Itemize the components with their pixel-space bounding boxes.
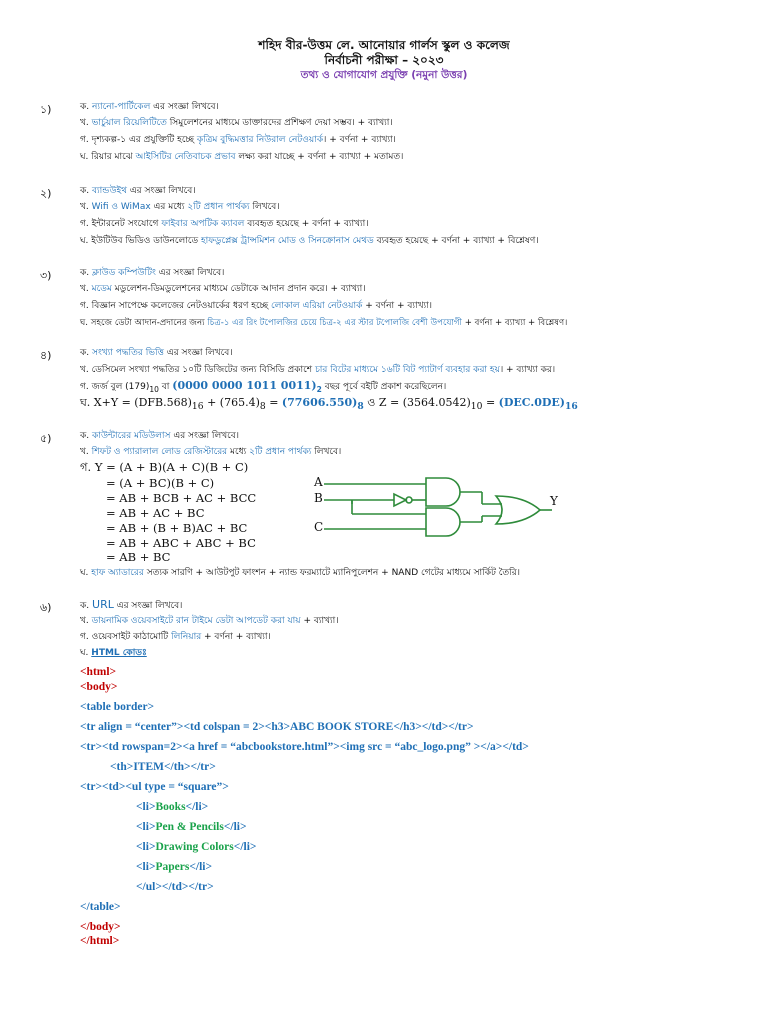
equation-line-2: = (A + BC)(B + C)	[106, 476, 215, 490]
q1-line-c: গ. দৃশ্যকল্প-১ এর প্রযুক্তিটি হচ্ছে কৃত্রিম বুদ্ধিমত্তার নিউরাল নেটওয়ার্ক। + বর্ণনা + ব্যাখ্যা।	[80, 135, 396, 145]
q1-line-b: খ. ভার্চুয়াল রিয়েলিটিতে সিমুলেশনের মাধ্যমে ডাক্তারদের প্রশিক্ষণ দেয়া সম্ভব। + ব্যাখ্যা।	[80, 118, 393, 128]
document-header	[0, 38, 768, 83]
gate-label-y: Y	[550, 494, 558, 508]
q6-line-d: ঘ. HTML কোডঃ	[80, 648, 147, 658]
code-li-pen: <li>Pen & Pencils</li>	[136, 821, 247, 833]
equation-line-6: = AB + ABC + ABC + BC	[106, 536, 256, 550]
question-number: ৫)	[40, 432, 52, 445]
q6-line-a: ক. URL এর সংজ্ঞা লিখবে।	[80, 598, 183, 611]
code-tr-3: <tr><td><ul type = “square”>	[80, 781, 229, 793]
equation-line-7: = AB + BC	[106, 550, 171, 564]
q3-line-b: খ. মডেম মডুলেশন-ডিমডুলেশনের মাধ্যমে ডেটাকে আদান প্রদান করে। + ব্যাখ্যা।	[80, 284, 366, 294]
q6-line-b: খ. ডায়নামিক ওয়েবসাইটে রান টাইমে ডেটা আপডেট করা যায় + ব্যাখ্যা।	[80, 616, 339, 626]
code-body-close: </body>	[80, 921, 121, 933]
q3-line-d: ঘ. সহজে ডেটা আদান-প্রদানের জন্য চিত্র-১ এর রিং টপোলজির চেয়ে চিত্র-২ এর স্টার টপোলজি বেশী উপযোগী + বর্ণনা + ব্যাখ্যা + বিশ্লেষণ।	[80, 318, 568, 328]
question-number: ১)	[40, 103, 52, 116]
q2-line-a: ক. ব্যান্ডউইথ এর সংজ্ঞা লিখবে।	[80, 186, 196, 196]
code-body-open: <body>	[80, 681, 118, 693]
code-html-open: <html>	[80, 666, 117, 678]
logic-gate-diagram	[312, 474, 572, 544]
question-number: ৪)	[40, 349, 52, 362]
gate-label-b: B	[314, 491, 323, 505]
gate-label-c: C	[314, 520, 324, 534]
gate-label-a: A	[314, 475, 323, 489]
code-table-open: <table border>	[80, 701, 155, 713]
q2-line-d: ঘ. ইউটিউব ভিডিও ডাউনলোডে হাফডুপ্লেক্স ট্রান্সমিশন মোড ও সিনক্রোনাস মেথড ব্যবহৃত হয়েছে + বর্ণনা + ব্যাখ্যা + বিশ্লেষণ।	[80, 236, 539, 246]
q2-line-b: খ. Wifi ও WiMax এর মধ্যে ২টি প্রধান পার্থক্য লিখবে।	[80, 202, 280, 212]
equation-line-4: = AB + AC + BC	[106, 506, 205, 520]
q2-line-c: গ. ইন্টারনেট সংযোগে ফাইবার অপটিক ক্যাবল ব্যবহৃত হয়েছে + বর্ণনা + ব্যাখ্যা।	[80, 219, 369, 229]
q4-line-c: গ. জর্জ বুল $(179)_{10}$ বা (0000 0000 1011 $0011)_2$ বছর পূর্বে বইটি প্রকাশ করেছিলেন।	[80, 379, 447, 394]
code-html-close: </html>	[80, 935, 120, 947]
question-number: ২)	[40, 187, 52, 200]
code-tr-2: <tr><td rowspan=2><a href = “abcbookstore.html”><img src = “abc_logo.png” ></a></td>	[80, 741, 529, 753]
q4-line-d: ঘ. $X+Y = (DFB.568)_{16} + (765.4)_8 = (77606.550)_8$ ও $Z = (3564.0542)_{10} = (DEC.0DE)_{16}$	[80, 396, 578, 413]
exam-name: নির্বাচনী পরীক্ষা – ২০২৩	[324, 53, 444, 67]
code-table-close: </table>	[80, 901, 121, 913]
q3-line-c: গ. বিজ্ঞান সাপেক্ষে কলেজের নেটওয়ার্কের ধরণ হচ্ছে লোকাল এরিয়া নেটওয়ার্ক + বর্ণনা + ব্যাখ্যা।	[80, 301, 432, 311]
school-name: শহিদ বীর-উত্তম লে. আনোয়ার গার্লস স্কুল ও কলেজ	[258, 38, 510, 52]
q5-line-d: ঘ. হাফ অ্যাডারের সত্যক সারণি + আউটপুট ফাংশন + ন্যান্ড ফরম্যাটে ম্যানিপুলেশন + NAND গেটের মাধ্যমে সার্কিট তৈরি।	[80, 568, 520, 578]
equation-line-5: = AB + (B + B)AC + BC	[106, 521, 248, 535]
q6-line-c: গ. ওয়েবসাইট কাঠামোটি লিনিয়ার + বর্ণনা + ব্যাখ্যা।	[80, 632, 271, 642]
code-ul-close: </ul></td></tr>	[136, 881, 214, 893]
q3-line-a: ক. ক্লাউড কম্পিউটিং এর সংজ্ঞা লিখবে।	[80, 268, 225, 278]
question-number: ৩)	[40, 269, 52, 282]
q4-line-a: ক. সংখ্যা পদ্ধতির ভিত্তি এর সংজ্ঞা লিখবে।	[80, 348, 233, 358]
q4-line-b: খ. ডেসিমেল সংখ্যা পদ্ধতির ১০টি ডিজিটের জন্য বিসিডি প্রকাশে চার বিটের মাধ্যমে ১৬টি বিট প্যাটার্ণ ব্যবহার করা হয়। + ব্যাখ্যা কর।	[80, 365, 556, 375]
equation-line-1: গ. Y = (A + B)(A + C)(B + C)	[80, 460, 249, 474]
subject-name: তথ্য ও যোগাযোগ প্রযুক্তি (নমুনা উত্তর)	[300, 69, 468, 81]
code-tr-1: <tr align = “center”><td colspan = 2><h3>ABC BOOK STORE</h3></td></tr>	[80, 721, 474, 733]
code-li-books: <li>Books</li>	[136, 801, 209, 813]
code-li-drawing: <li>Drawing Colors</li>	[136, 841, 257, 853]
q1-line-a: ক. ন্যানো-পার্টিকেল এর সংজ্ঞা লিখবে।	[80, 102, 219, 112]
equation-line-3: = AB + BCB + AC + BCC	[106, 491, 257, 505]
question-number: ৬)	[40, 601, 52, 614]
q1-line-d: ঘ. রিয়ার মাঝে আইসিটির নেতিবাচক প্রভাব লক্ষ্য করা যাচ্ছে + বর্ণনা + ব্যাখ্যা + মতামত।	[80, 152, 404, 162]
code-li-papers: <li>Papers</li>	[136, 861, 213, 873]
q5-line-b: খ. শিফট ও প্যারালাল লোড রেজিস্টারের মধ্যে ২টি প্রধান পার্থক্য লিখবে।	[80, 447, 342, 457]
q5-line-a: ক. কাউন্টারের মডিউলাস এর সংজ্ঞা লিখবে।	[80, 431, 239, 441]
code-th: <th>ITEM</th></tr>	[110, 761, 216, 773]
